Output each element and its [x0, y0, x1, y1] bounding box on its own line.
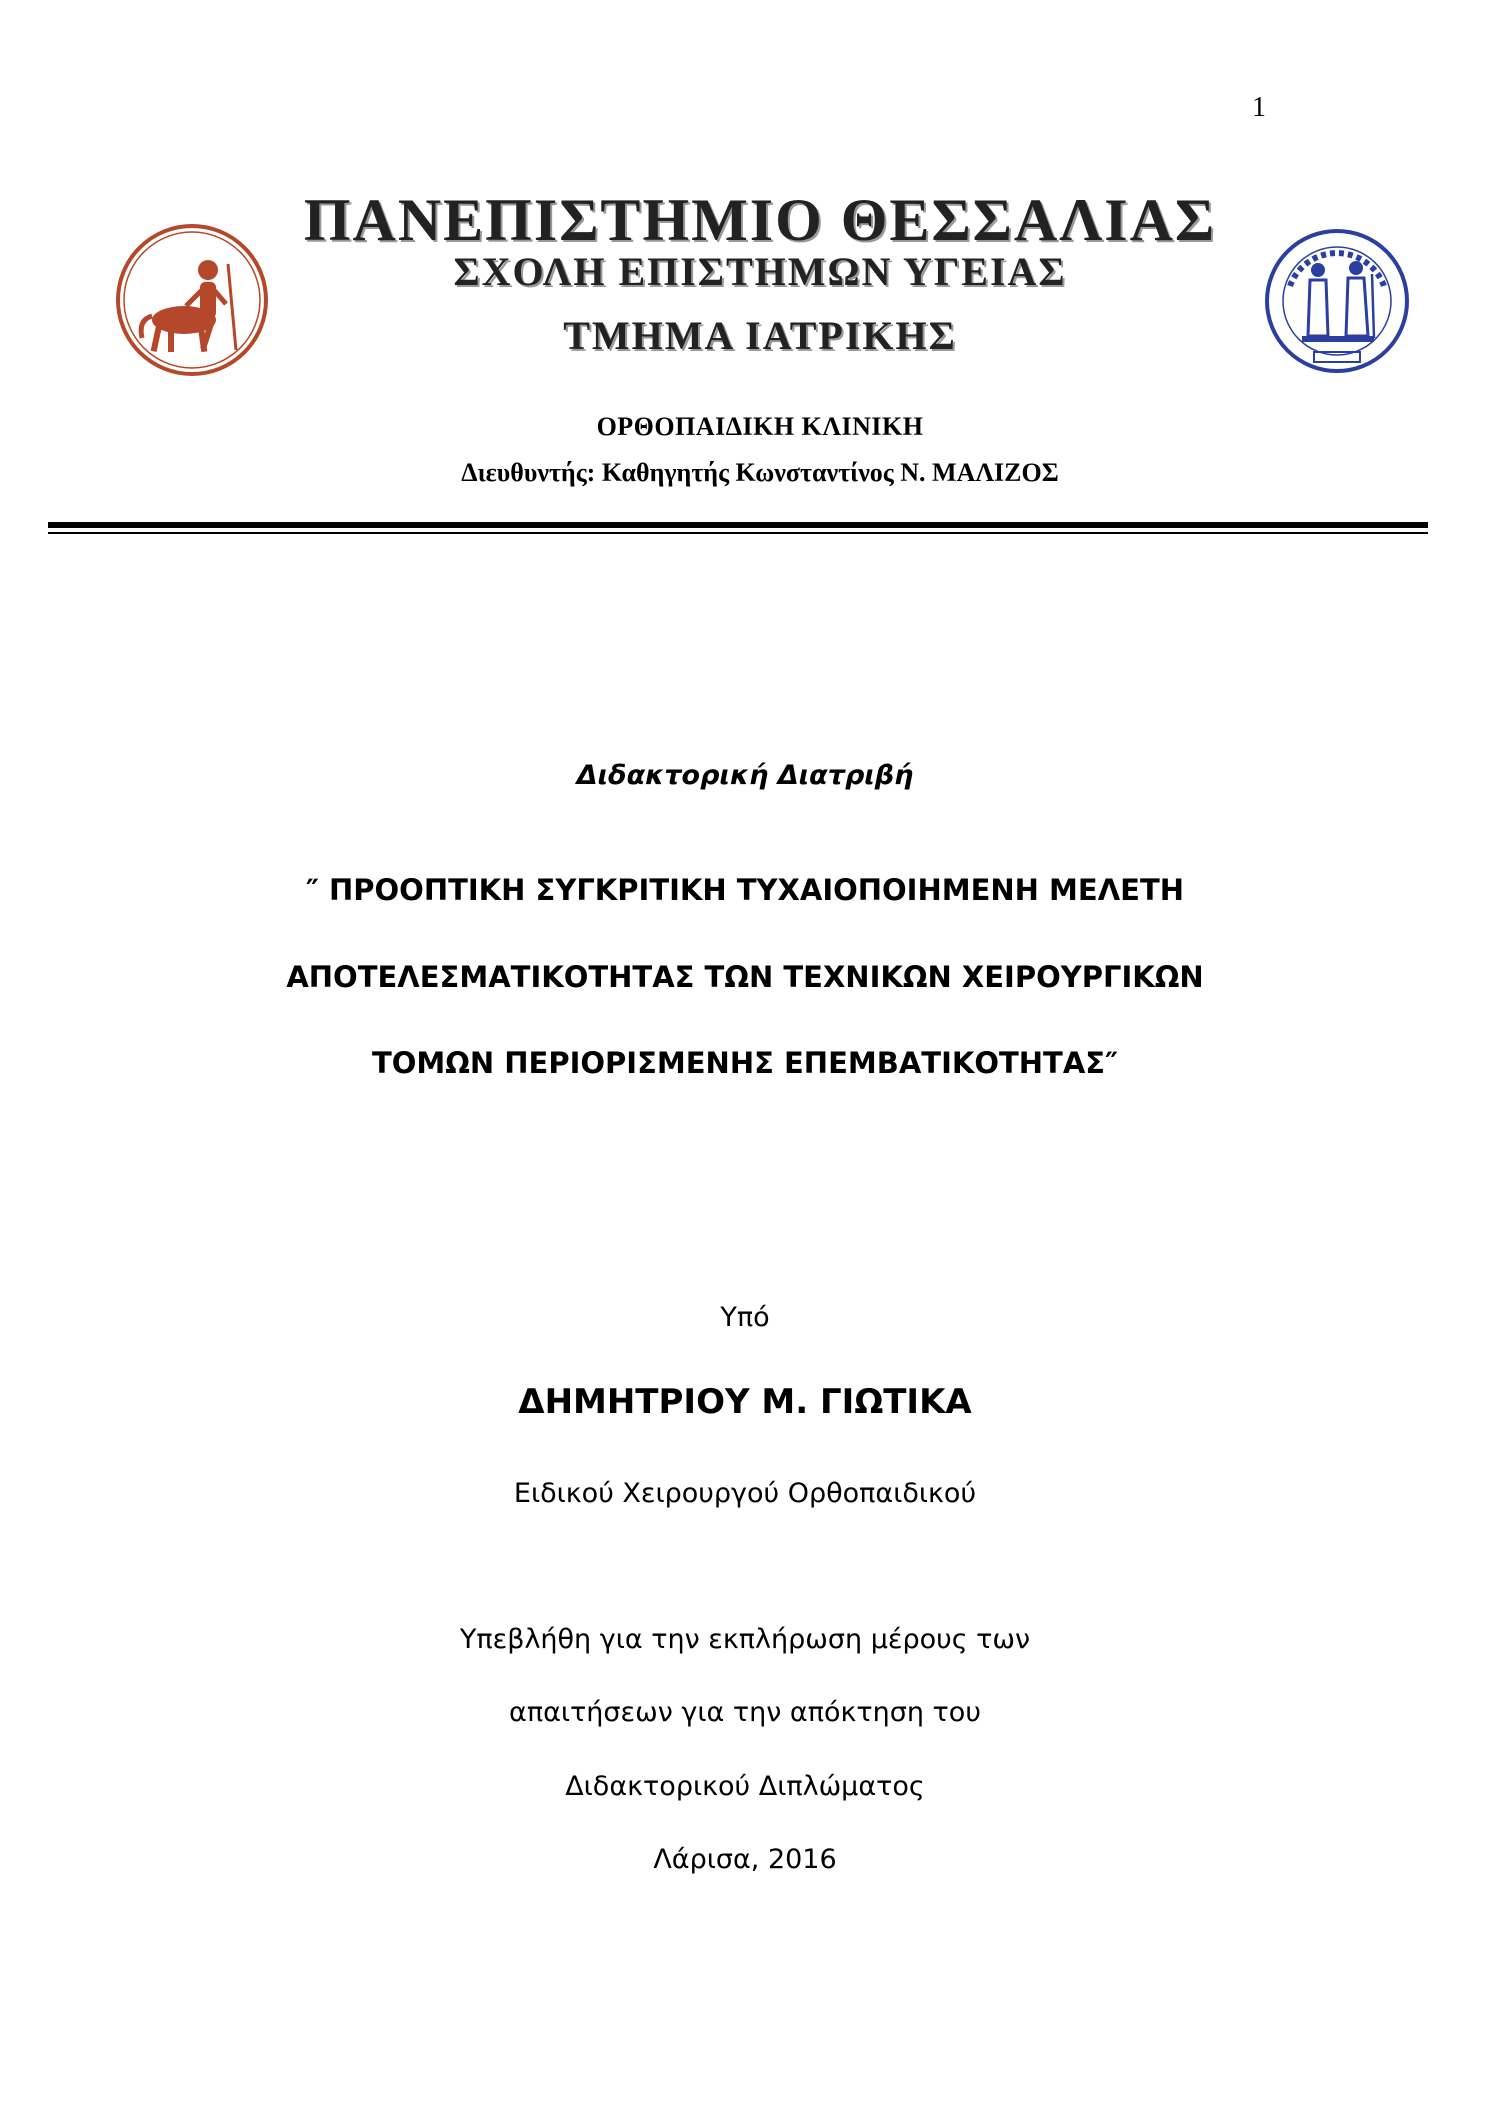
department-name: ΤΜΗΜΑ ΙΑΤΡΙΚΗΣ [563, 313, 957, 358]
author-name: ΔΗΜΗΤΡΙΟΥ Μ. ΓΙΩΤΙΚΑ [518, 1382, 972, 1422]
centaur-seal-icon [112, 220, 272, 380]
header-divider-thin [48, 532, 1428, 534]
asclepius-hygeia-seal-icon [1262, 226, 1412, 376]
university-name: ΠΑΝΕΠΙΣΤΗΜΙΟ ΘΕΣΣΑΛΙΑΣ [303, 187, 1217, 253]
school-name: ΣΧΟΛΗ ΕΠΙΣΤΗΜΩΝ ΥΓΕΙΑΣ [453, 249, 1067, 294]
author-role: Ειδικού Χειρουργού Ορθοπαιδικού [513, 1478, 977, 1509]
submission-line-1: Υπεβλήθη για την εκπλήρωση μέρους των [459, 1624, 1031, 1655]
submission-line-3: Διδακτορικού Διπλώματος [565, 1771, 925, 1802]
by-label: Υπό [720, 1302, 770, 1333]
director-line: Διευθυντής: Καθηγητής Κωνσταντίνος Ν. ΜΑΛΙΖΟΣ [461, 458, 1059, 487]
thesis-title-line-3: ΤΟΜΩΝ ΠΕΡΙΟΡΙΣΜΕΝΗΣ ΕΠΕΜΒΑΤΙΚΟΤΗΤΑΣ″ [371, 1046, 1119, 1080]
document-type: Διδακτορική Διατριβή [576, 760, 914, 791]
submission-line-2: απαιτήσεων για την απόκτηση του [509, 1697, 981, 1728]
page-number: 1 [1252, 92, 1266, 123]
header-divider-thick [48, 522, 1428, 528]
thesis-title-line-2: ΑΠΟΤΕΛΕΣΜΑΤΙΚΟΤΗΤΑΣ ΤΩΝ ΤΕΧΝΙΚΩΝ ΧΕΙΡΟΥΡΓΙΚΩΝ [286, 960, 1204, 994]
clinic-name: ΟΡΘΟΠΑΙΔΙΚΗ ΚΛΙΝΙΚΗ [596, 412, 924, 441]
place-date: Λάρισα, 2016 [653, 1844, 837, 1875]
thesis-title-line-1: ″ ΠΡΟΟΠΤΙΚΗ ΣΥΓΚΡΙΤΙΚΗ ΤΥΧΑΙΟΠΟΙΗΜΕΝΗ ΜΕΛΕΤΗ [305, 873, 1185, 907]
